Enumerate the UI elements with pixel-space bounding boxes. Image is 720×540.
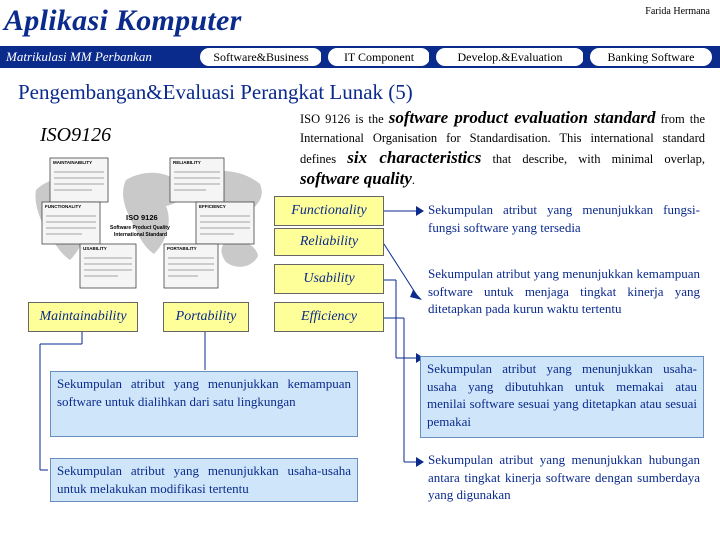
tab-label: Software&Business xyxy=(213,50,309,64)
attribute-functionality: Functionality xyxy=(274,196,384,226)
attribute-maintainability: Maintainability xyxy=(28,302,138,332)
intro-emphasis: software quality xyxy=(300,169,412,188)
attribute-efficiency: Efficiency xyxy=(274,302,384,332)
iso-label: ISO9126 xyxy=(40,124,112,146)
svg-text:RELIABILITY: RELIABILITY xyxy=(173,160,201,165)
intro-text: . xyxy=(411,173,416,187)
nav-subtitle: Matrikulasi MM Perbankan xyxy=(6,49,152,64)
svg-text:EFFICIENCY: EFFICIENCY xyxy=(199,204,226,209)
description-portability: Sekumpulan atribut yang menunjukkan kemampuan software untuk dialihkan dari satu lingkungan xyxy=(50,371,358,437)
attribute-reliability: Reliability xyxy=(274,228,384,256)
page-title: Pengembangan&Evaluasi Perangkat Lunak (5) xyxy=(18,80,413,104)
intro-text: from the International Organisation for Standardisation. This international standard defines xyxy=(300,112,706,166)
intro-emphasis: software product evaluation standard xyxy=(388,108,656,127)
description-reliability: Sekumpulan atribut yang menunjukkan kemampuan software untuk menjaga tingkat kinerja yang ditetapkan pada kurun waktu tertentu xyxy=(428,266,700,316)
tab-label: Develop.&Evaluation xyxy=(457,50,563,64)
svg-text:Software Product Quality: Software Product Quality xyxy=(110,225,170,231)
svg-text:USABILITY: USABILITY xyxy=(83,246,107,251)
app-title: Aplikasi Komputer xyxy=(4,4,242,37)
description-usability: Sekumpulan atribut yang menunjukkan usaha-usaha yang dibutuhkan untuk memakai atau menilai software sesuai yang ditetapkan atau sesuai pemakai xyxy=(420,356,704,438)
description-functionality: Sekumpulan atribut yang menunjukkan fungsi-fungsi software yang tersedia xyxy=(428,202,700,235)
author-name: Farida Hermana xyxy=(645,6,710,17)
description-efficiency: Sekumpulan atribut yang menunjukkan hubungan antara tingkat kinerja software dengan sumberdaya yang digunakan xyxy=(428,452,700,502)
svg-text:International Standard: International Standard xyxy=(114,232,168,238)
svg-text:PORTABILITY: PORTABILITY xyxy=(167,246,197,251)
svg-text:MAINTAINABILITY: MAINTAINABILITY xyxy=(53,160,93,165)
tab-label: Banking Software xyxy=(607,50,695,64)
intro-text: ISO 9126 is the xyxy=(300,112,389,126)
svg-text:FUNCTIONALITY: FUNCTIONALITY xyxy=(45,204,82,209)
tab-label: IT Component xyxy=(343,50,415,64)
intro-text: that describe, with minimal overlap, xyxy=(481,152,705,166)
attribute-usability: Usability xyxy=(274,264,384,294)
description-maintainability: Sekumpulan atribut yang menunjukkan usaha-usaha untuk melakukan modifikasi tertentu xyxy=(50,458,358,502)
attribute-portability: Portability xyxy=(163,302,249,332)
intro-emphasis: six characteristics xyxy=(347,148,482,167)
svg-text:ISO 9126: ISO 9126 xyxy=(126,213,158,222)
